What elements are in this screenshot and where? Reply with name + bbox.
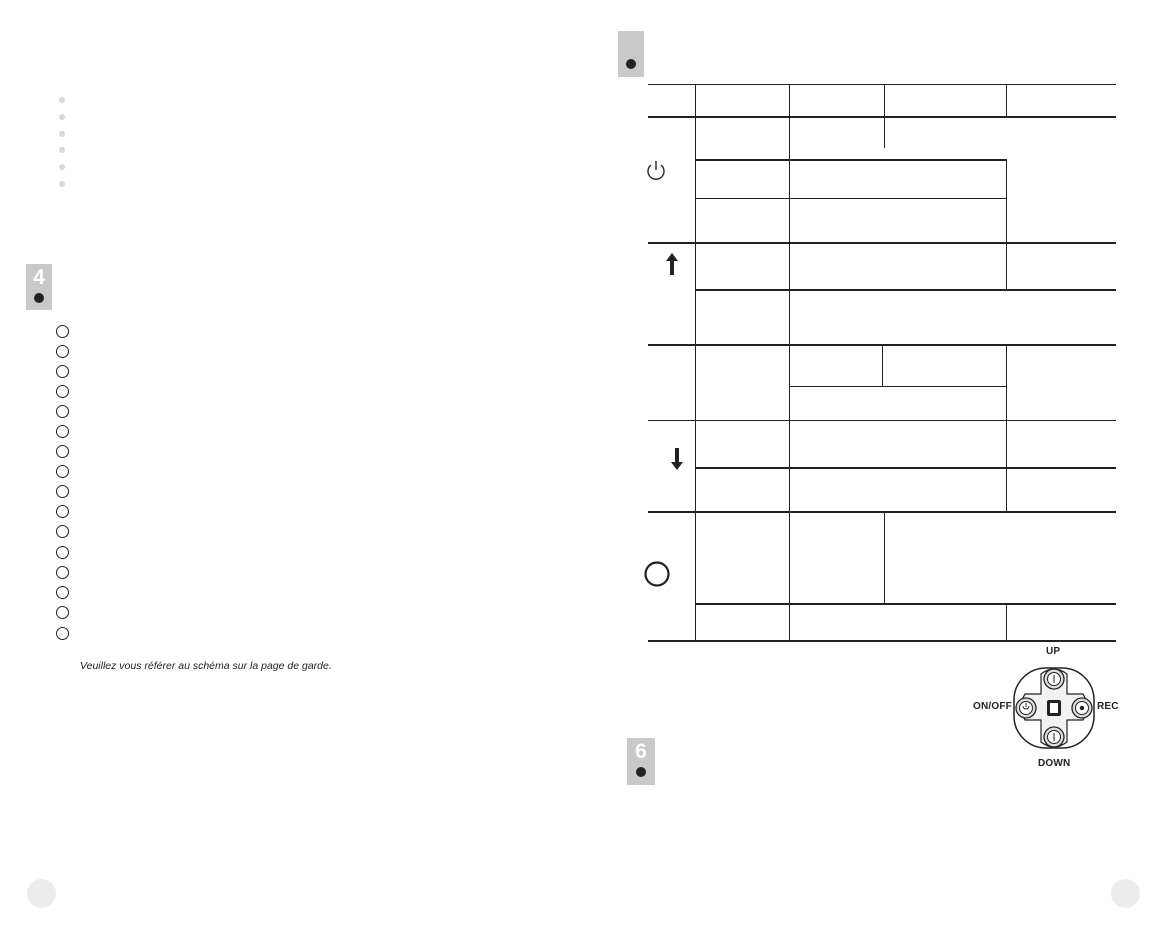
table-rule [884,511,885,603]
table-rule [648,640,1116,642]
arrow-up-icon [666,253,678,275]
table-rule [882,344,883,386]
table-rule [695,467,1116,469]
arrow-down-icon [671,448,683,470]
keypad-up-label: UP [1046,646,1061,657]
numbered-marker [56,325,69,338]
table-rule [695,603,1116,605]
numbered-marker [56,445,69,458]
table-rule [1006,344,1007,420]
keypad-down-label: DOWN [1038,758,1071,769]
table-rule [695,84,696,640]
numbered-marker [56,586,69,599]
numbered-marker [56,405,69,418]
section-number: 4 [33,266,45,289]
numbered-marker [56,385,69,398]
bullet-point [59,147,65,153]
numbered-marker [56,606,69,619]
badge-dot-icon [34,293,44,303]
diagram-reference-note: Veuillez vous référer au schéma sur la page de garde. [80,660,332,672]
bullet-point [59,164,65,170]
table-rule [648,116,1116,118]
page-number-circle [1111,879,1140,908]
section-number: 6 [635,740,647,763]
table-rule [648,420,1116,421]
table-rule [695,289,1116,291]
bullet-point [59,131,65,137]
table-rule [1006,84,1007,117]
section-badge-6 [627,738,655,785]
power-icon [646,160,666,182]
table-rule [695,198,1006,199]
table-rule [1006,420,1007,511]
table-rule [648,511,1116,513]
keypad-rec-label: REC [1097,701,1119,712]
numbered-marker [56,345,69,358]
badge-dot-icon [636,767,646,777]
record-circle-icon [644,561,670,587]
keypad-onoff-label: ON/OFF [973,701,1012,712]
table-rule [789,84,790,640]
bullet-point [59,114,65,120]
table-rule [1006,603,1007,640]
numbered-marker [56,525,69,538]
numbered-marker [56,627,69,640]
numbered-marker [56,465,69,478]
table-rule [648,242,1116,244]
section-badge [618,31,644,77]
numbered-marker [56,505,69,518]
section-badge-4 [26,264,52,310]
table-rule [648,84,1116,85]
table-rule [789,386,1006,387]
numbered-marker [56,425,69,438]
numbered-marker [56,546,69,559]
numbered-marker [56,365,69,378]
badge-dot-icon [626,59,636,69]
keypad-icon [1011,660,1097,756]
table-rule [695,159,1006,161]
table-rule [1006,159,1007,289]
bullet-point [59,97,65,103]
page-number-circle [27,879,56,908]
table-rule [884,84,885,148]
numbered-marker [56,566,69,579]
bullet-point [59,181,65,187]
numbered-marker [56,485,69,498]
